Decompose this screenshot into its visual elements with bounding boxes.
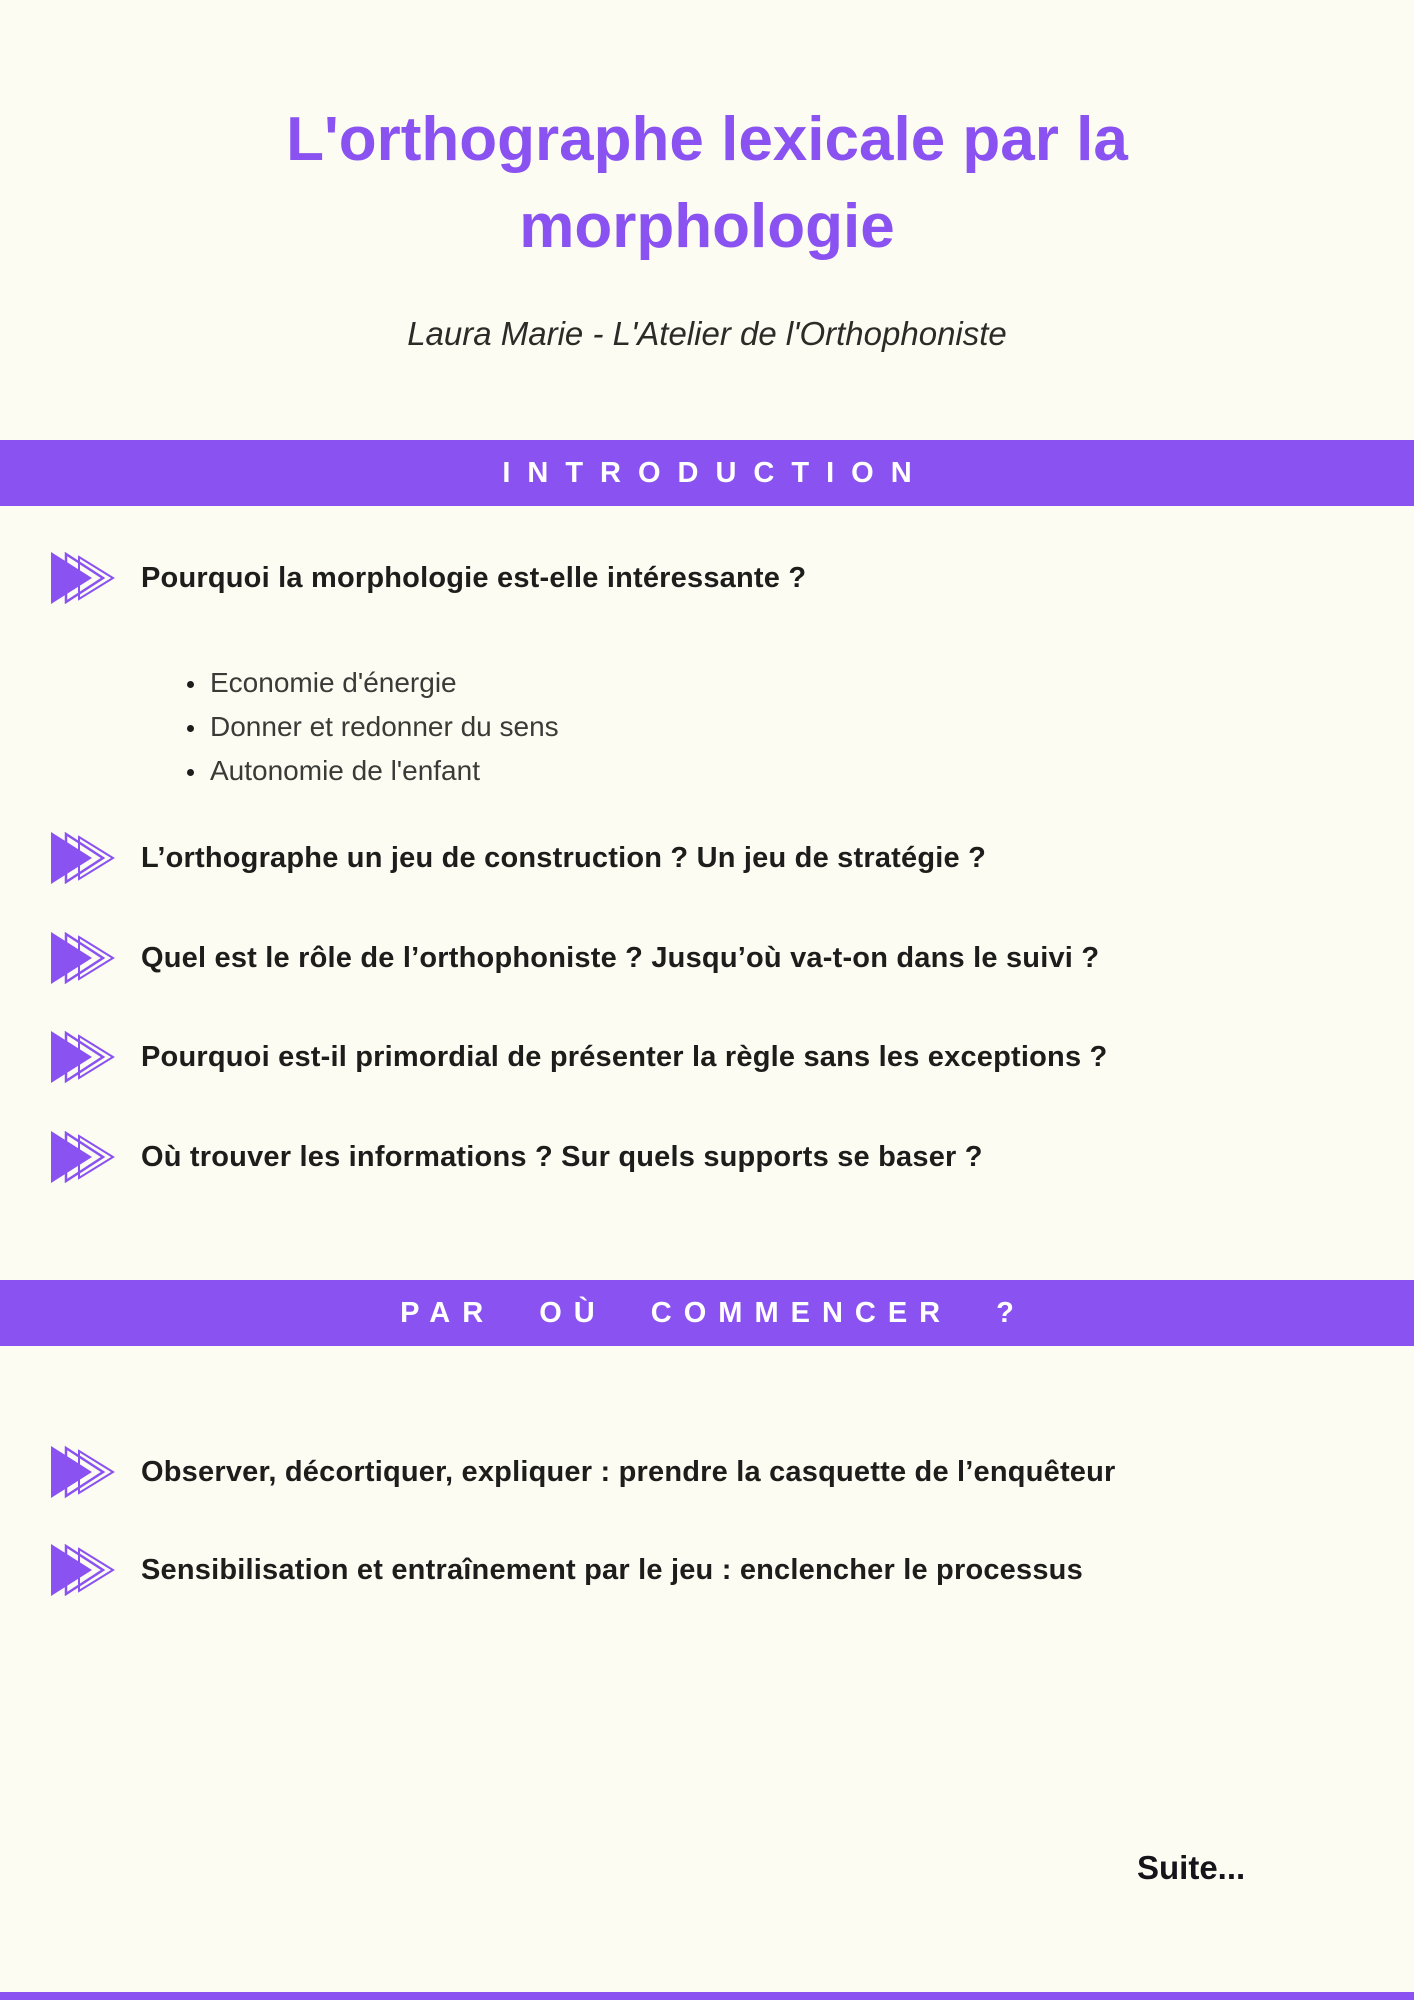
question-item-2 — [50, 830, 986, 886]
bullet-list — [176, 661, 559, 793]
page-subtitle: Laura Marie - L'Atelier de l'Orthophoniste — [407, 315, 1007, 352]
bullet-item-2: • Donner et redonner du sens — [208, 705, 559, 749]
question-item-5 — [50, 1129, 983, 1185]
triple-chevron-right-icon — [50, 1131, 124, 1183]
bullet-item-3: • Autonomie de l'enfant — [208, 749, 559, 793]
step-text-1: Observer, décortiquer, expliquer : prendre la casquette de l’enquêteur — [141, 1455, 1116, 1488]
triple-chevron-right-icon — [50, 832, 124, 884]
question-text-4: Pourquoi est-il primordial de présenter la règle sans les exceptions ? — [141, 1040, 1108, 1073]
triple-chevron-right-icon — [50, 1031, 124, 1083]
page-title-line-1: L'orthographe lexicale par la — [286, 105, 1128, 174]
section-banner-par-ou-commencer — [0, 1280, 1414, 1346]
triple-chevron-right-icon — [50, 1544, 124, 1596]
step-item-1 — [50, 1444, 1116, 1500]
bottom-accent-bar — [0, 1992, 1414, 2000]
question-text-1: Pourquoi la morphologie est-elle intéressante ? — [141, 561, 807, 594]
question-item-1 — [50, 550, 806, 606]
question-item-4 — [50, 1029, 1107, 1085]
question-text-2: L’orthographe un jeu de construction ? Un jeu de stratégie ? — [141, 841, 987, 874]
page-title — [0, 96, 1414, 270]
section-banner-introduction — [0, 440, 1414, 506]
question-text-5: Où trouver les informations ? Sur quels supports se baser ? — [141, 1140, 983, 1173]
bullet-item-1: • Economie d'énergie — [208, 661, 559, 705]
triple-chevron-right-icon — [50, 552, 124, 604]
triple-chevron-right-icon — [50, 932, 124, 984]
question-text-3: Quel est le rôle de l’orthophoniste ? Jusqu’où va-t-on dans le suivi ? — [141, 941, 1100, 974]
triple-chevron-right-icon — [50, 1446, 124, 1498]
step-item-2 — [50, 1542, 1083, 1598]
continuation-label: Suite... — [1137, 1849, 1246, 1886]
step-text-2: Sensibilisation et entraînement par le jeu : enclencher le processus — [141, 1553, 1083, 1586]
question-item-3 — [50, 930, 1099, 986]
page-title-line-2: morphologie — [519, 192, 895, 261]
section-banner-introduction-label: INTRODUCTION — [502, 456, 929, 489]
section-banner-par-ou-commencer-label: PAR OÙ COMMENCER ? — [400, 1296, 1026, 1329]
